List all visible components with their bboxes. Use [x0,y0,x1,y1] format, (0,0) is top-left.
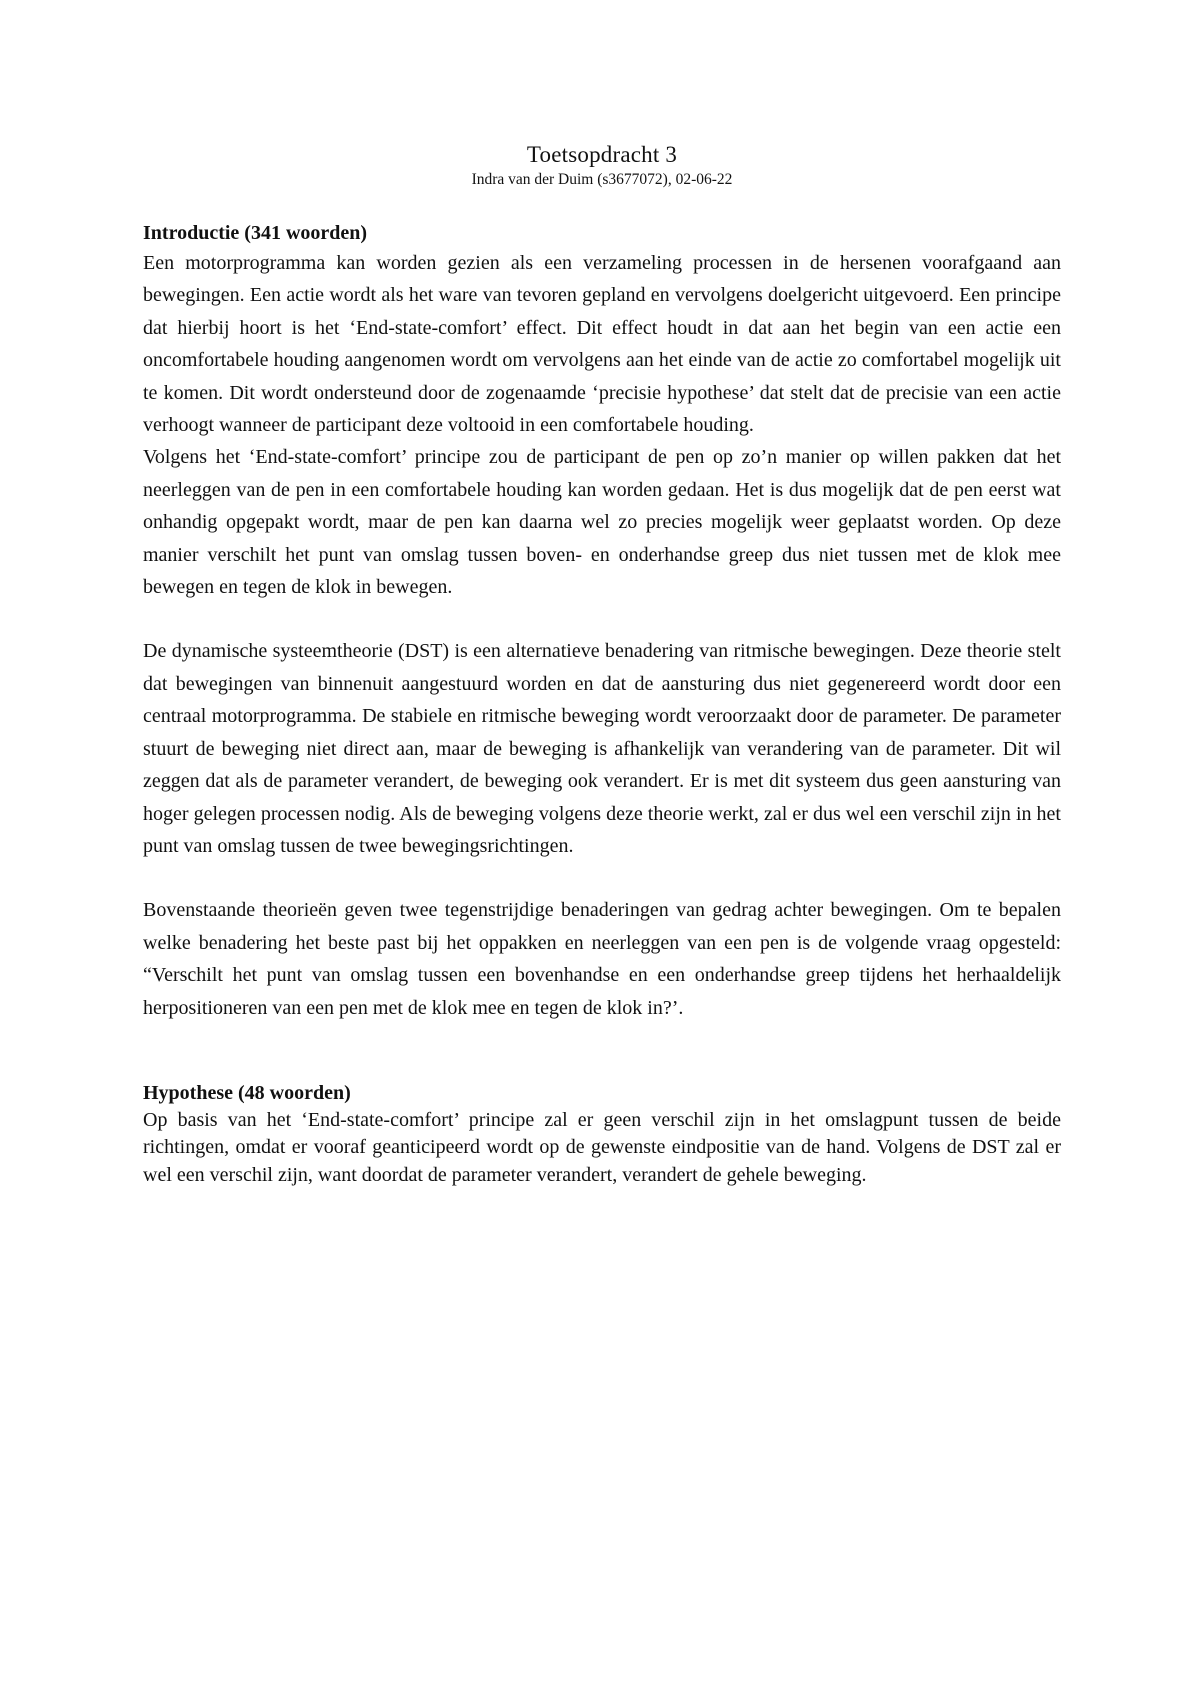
hypothesis-paragraph-1: Op basis van het ‘End-state-comfort’ principe zal er geen verschil zijn in het omslagpunt tussen de beide richtingen, omdat er vooraf geanticipeerd wordt op de gewenste eindpositie van de hand. Volgens de DST zal er wel een verschil zijn, want doordat de parameter verandert, verandert de gehele beweging. [143,1108,1061,1186]
introduction-heading: Introductie (341 woorden) [143,222,368,244]
introduction-paragraph-2: Volgens het ‘End-state-comfort’ principe zou de participant de pen op zo’n manier op willen pakken dat het neerleggen van de pen in een comfortabele houding kan worden gedaan. Het is dus mogelijk dat de pen eerst wat onhandig opgepakt wordt, maar de pen kan daarna wel zo precies mogelijk weer geplaatst worden. Op deze manier verschilt het punt van omslag tussen boven- en onderhandse greep dus niet tussen met de klok mee bewegen en tegen de klok in bewegen. [143,446,1061,599]
introduction-paragraph-3: De dynamische systeemtheorie (DST) is een alternatieve benadering van ritmische bewegingen. Deze theorie stelt dat bewegingen van binnenuit aangestuurd worden en dat de aansturing dus niet gegenereerd wordt door een centraal motorprogramma. De stabiele en ritmische beweging wordt veroorzaakt door de parameter. De parameter stuurt de beweging niet direct aan, maar de beweging is afhankelijk van verandering van de parameter. Dit wil zeggen dat als de parameter verandert, de beweging ook verandert. Er is met dit systeem dus geen aansturing van hoger gelegen processen nodig. Als de beweging volgens deze theorie werkt, zal er dus wel een verschil zijn in het punt van omslag tussen de twee bewegingsrichtingen. [143,640,1061,857]
hypothesis-section [143,1080,1061,1190]
document-title: Toetsopdracht 3 [526,142,678,167]
hypothesis-heading: Hypothese (48 woorden) [143,1081,351,1104]
document-page [143,140,1061,1189]
introduction-paragraph-1: Een motorprogramma kan worden gezien als een verzameling processen in de hersenen voorafgaand aan bewegingen. Een actie wordt als het ware van tevoren gepland en vervolgens doelgericht uitgevoerd. Een principe dat hierbij hoort is het ‘End-state-comfort’ effect. Dit effect houdt in dat aan het begin van een actie een oncomfortabele houding aangenomen wordt om vervolgens aan het einde van de actie zo comfortabel mogelijk uit te komen. Dit wordt ondersteund door de zogenaamde ‘precisie hypothese’ dat stelt dat de precisie van een actie verhoogt wanneer de participant deze voltooid in een comfortabele houding. [143,252,1061,437]
document-subtitle: Indra van der Duim (s3677072), 02-06-22 [471,171,733,188]
introduction-section [143,220,1061,1024]
introduction-paragraph-4: Bovenstaande theorieën geven twee tegenstrijdige benaderingen van gedrag achter bewegingen. Om te bepalen welke benadering het beste past bij het oppakken en neerleggen van een pen is de volgende vraag opgesteld: “Verschilt het punt van omslag tussen een bovenhandse en een onderhandse greep tijdens het herhaaldelijk herpositioneren van een pen met de klok mee en tegen de klok in?’. [143,899,1061,1019]
